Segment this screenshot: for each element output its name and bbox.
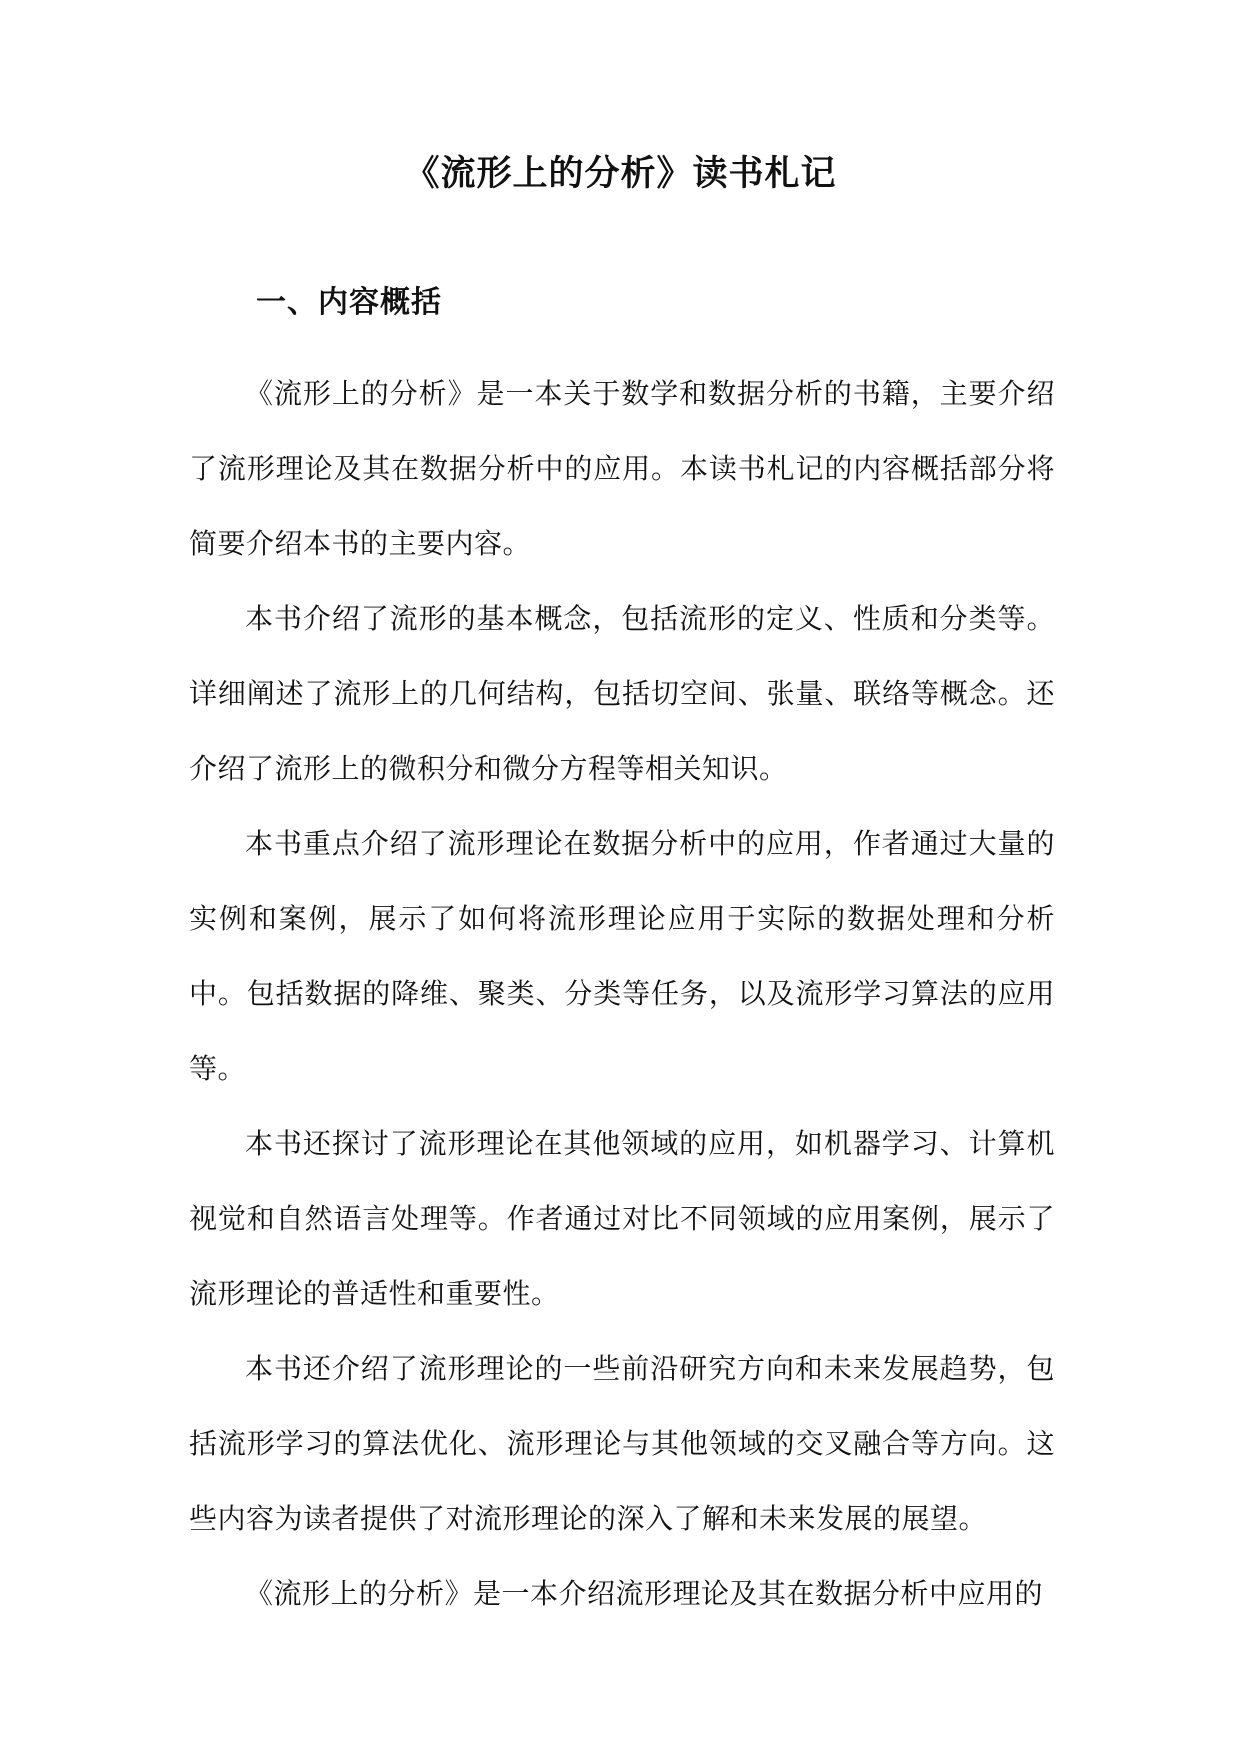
paragraph-5: 本书还介绍了流形理论的一些前沿研究方向和未来发展趋势，包括流形学习的算法优化、流形理论与其他领域的交叉融合等方向。这些内容为读者提供了对流形理论的深入了解和未来发展的展望。 — [189, 1352, 1055, 1535]
paragraph-6: 《流形上的分析》是一本介绍流形理论及其在数据分析中应用的 — [245, 1577, 1044, 1610]
body-text — [189, 356, 1055, 1631]
section-heading: 一、内容概括 — [256, 285, 442, 320]
paragraph-3: 本书重点介绍了流形理论在数据分析中的应用，作者通过大量的实例和案例，展示了如何将流形理论应用于实际的数据处理和分析中。包括数据的降维、聚类、分类等任务，以及流形学习算法的应用等。 — [189, 827, 1055, 1085]
paragraph-4: 本书还探讨了流形理论在其他领域的应用，如机器学习、计算机视觉和自然语言处理等。作者通过对比不同领域的应用案例，展示了流形理论的普适性和重要性。 — [189, 1127, 1055, 1310]
paragraph-2: 本书介绍了流形的基本概念，包括流形的定义、性质和分类等。详细阐述了流形上的几何结构，包括切空间、张量、联络等概念。还介绍了流形上的微积分和微分方程等相关知识。 — [189, 602, 1055, 785]
paragraph-1: 《流形上的分析》是一本关于数学和数据分析的书籍，主要介绍了流形理论及其在数据分析中的应用。本读书札记的内容概括部分将简要介绍本书的主要内容。 — [189, 377, 1055, 560]
document-title: 《流形上的分析》读书札记 — [404, 154, 837, 194]
